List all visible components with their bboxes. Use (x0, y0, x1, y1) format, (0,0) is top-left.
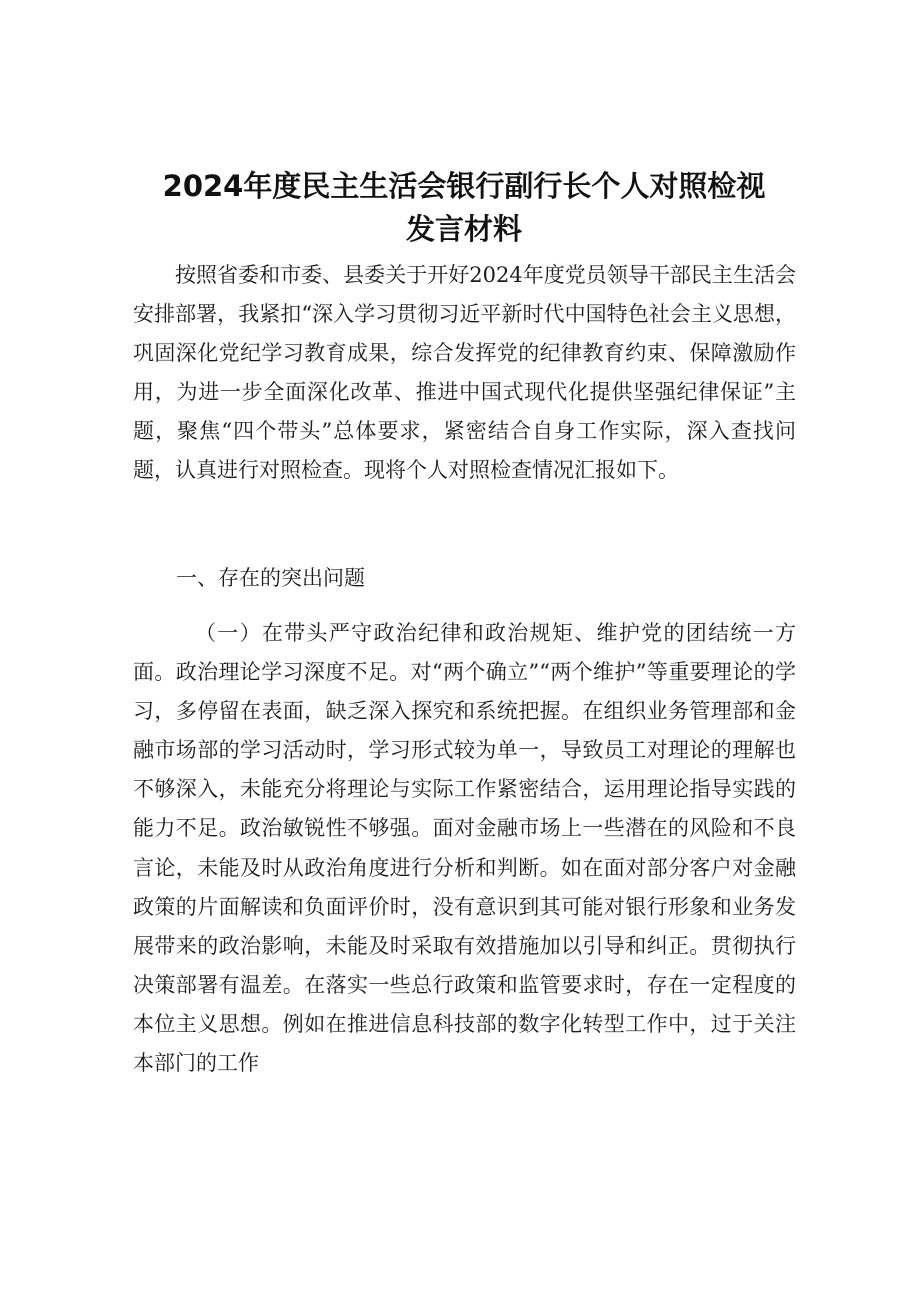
intro-paragraph: 按照省委和市委、县委关于开好2024年度党员领导干部民主生活会安排部署，我紧扣“深入学习贯彻习近平新时代中国特色社会主义思想，巩固深化党纪学习教育成果，综合发挥党的纪律教育约束、保障激励作用，为进一步全面深化改革、推进中国式现代化提供坚强纪律保证”主题，聚焦“四个带头”总体要求，紧密结合自身工作实际，深入查找问题，认真进行对照检查。现将个人对照检查情况汇报如下。 (133, 263, 796, 483)
section-heading-problems: 一、存在的突出问题 (176, 566, 365, 590)
section-paragraph-political-discipline: （一）在带头严守政治纪律和政治规矩、维护党的团结统一方面。政治理论学习深度不足。对“两个确立”“两个维护”等重要理论的学习，多停留在表面，缺乏深入探究和系统把握。在组织业务管理部和金融市场部的学习活动时，学习形式较为单一，导致员工对理论的理解也不够深入，未能充分将理论与实际工作紧密结合，运用理论指导实践的能力不足。政治敏锐性不够强。面对金融市场上一些潜在的风险和不良言论，未能及时从政治角度进行分析和判断。如在面对部分客户对金融政策的片面解读和负面评价时，没有意识到其可能对银行形象和业务发展带来的政治影响，未能及时采取有效措施加以引导和纠正。贯彻执行决策部署有温差。在落实一些总行政策和监管要求时，存在一定程度的本位主义思想。例如在推进信息科技部的数字化转型工作中，过于关注本部门的工作 (133, 621, 796, 1076)
document-title-line-1: 2024年度民主生活会银行副行长个人对照检视 (162, 169, 766, 203)
document-title-line-2: 发言材料 (405, 212, 522, 246)
